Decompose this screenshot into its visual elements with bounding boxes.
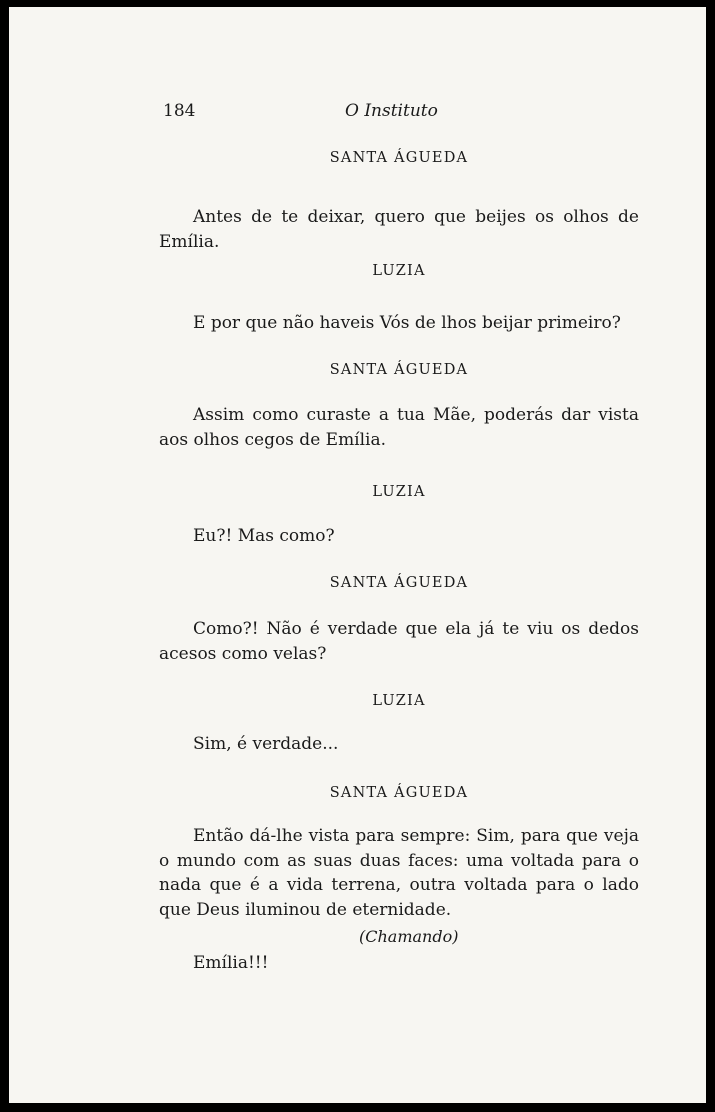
dialogue-text: Assim como curaste a tua Mãe, poderás dar vista aos olhos cegos de Emília. [159, 405, 639, 450]
dialogue-text: Sim, é verdade... [193, 734, 339, 754]
dialogue-text: E por que não haveis Vós de lhos beijar primeiro? [193, 313, 621, 333]
stage-direction: (Chamando) [359, 927, 459, 946]
page-number: 184 [163, 101, 196, 121]
final-exclamation: Emília!!! [193, 953, 269, 973]
dialogue-paragraph [159, 824, 639, 922]
speaker-name: LUZIA [372, 484, 426, 500]
dialogue-paragraph [159, 311, 639, 336]
speaker-name: SANTA ÁGUEDA [329, 785, 469, 801]
speaker-name: SANTA ÁGUEDA [329, 575, 469, 591]
dialogue-text: Então dá-lhe vista para sempre: Sim, para que veja o mundo com as suas duas faces: uma voltada para o nada que é a vida terrena, outra voltada para o lado que Deus iluminou de eternidade. [159, 826, 639, 920]
dialogue-paragraph [159, 732, 639, 757]
speaker-name: SANTA ÁGUEDA [329, 150, 469, 166]
dialogue-paragraph [159, 617, 639, 666]
dialogue-paragraph [159, 524, 639, 549]
dialogue-text: Antes de te deixar, quero que beijes os olhos de Emília. [159, 207, 639, 252]
speaker-name: LUZIA [372, 263, 426, 279]
running-title: O Instituto [345, 101, 438, 121]
dialogue-paragraph [159, 205, 639, 254]
book-page [9, 7, 706, 1103]
dialogue-paragraph [159, 403, 639, 452]
dialogue-text: Eu?! Mas como? [193, 526, 335, 546]
dialogue-text: Como?! Não é verdade que ela já te viu os dedos acesos como velas? [159, 619, 639, 664]
speaker-name: LUZIA [372, 693, 426, 709]
speaker-name: SANTA ÁGUEDA [329, 362, 469, 378]
dialogue-paragraph [159, 951, 639, 976]
